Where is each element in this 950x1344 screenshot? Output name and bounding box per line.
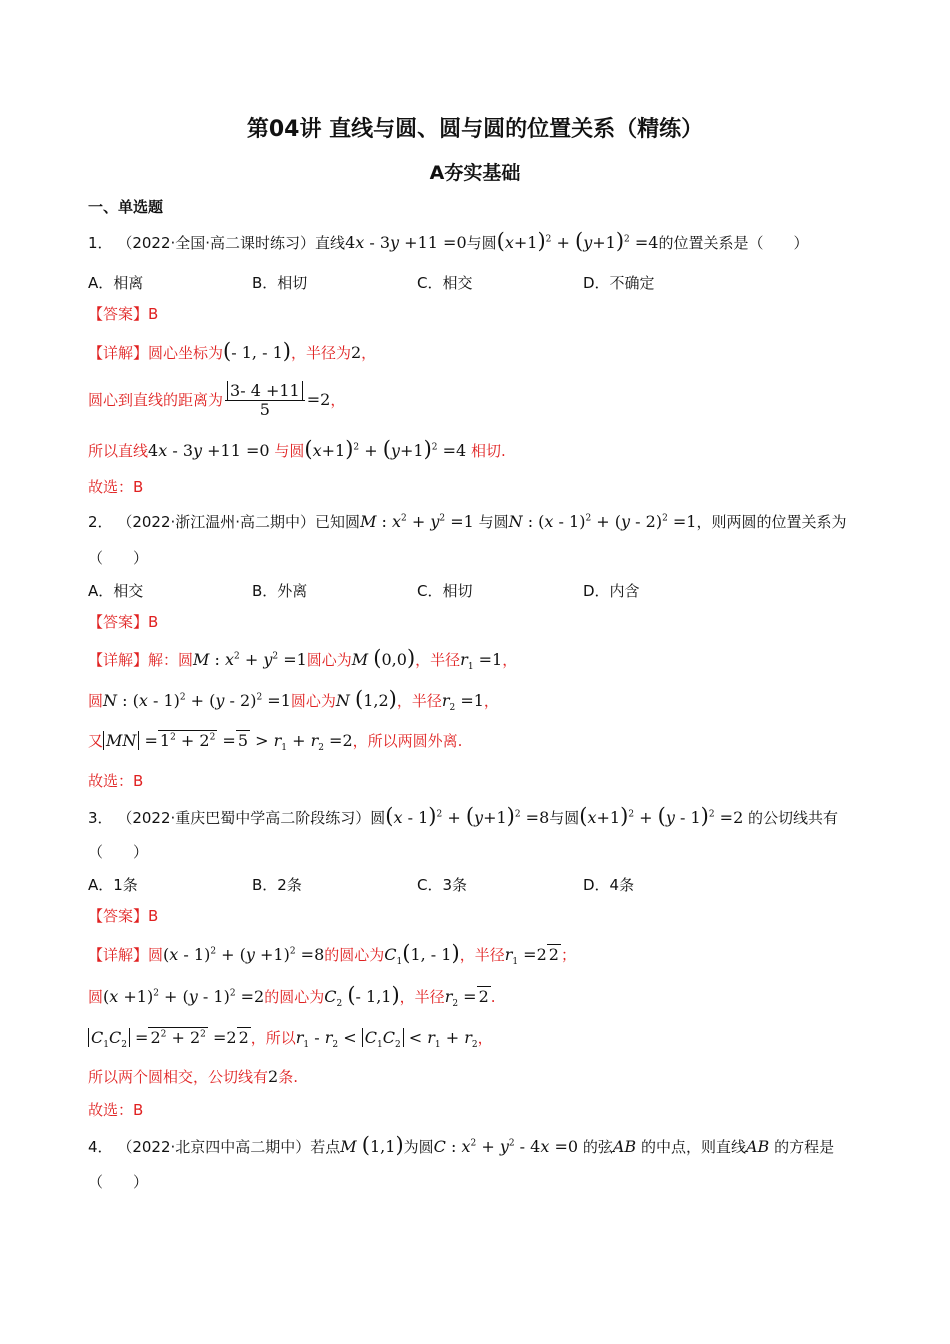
math-line: 4x - 3y +11 =0 <box>345 233 467 252</box>
math-inequality: $r_1 - r_2 < C_1C_2 < r_1 + r_2$ <box>295 1028 478 1051</box>
math-radius: $r_2 = 2$ <box>444 987 489 1010</box>
detail-3-line-4 <box>88 1066 298 1088</box>
option-a: A．1条 <box>88 876 138 894</box>
math-distance: MN = $1^2 + 2^2 = 5 > r_1 + r_2 =2$ <box>103 731 353 750</box>
detail-2-line-2 <box>88 688 499 712</box>
question-4 <box>88 1134 834 1158</box>
detail-text: ； <box>560 946 576 964</box>
math-center: $C_2$ (- 1,1) <box>324 983 400 1010</box>
detail-text: 圆 <box>88 692 104 710</box>
option-d: D．不确定 <box>583 274 655 292</box>
detail-text: 圆 <box>88 988 104 1006</box>
question-text: ，则两圆的位置关系为 <box>696 513 847 531</box>
math-center: $C_1(1$, - 1) <box>384 941 460 968</box>
detail-text: ， <box>330 391 346 409</box>
detail-2-line-1 <box>88 647 517 671</box>
math-circle-1: $(x - 1)^2 + (y+1)^2 =8$ <box>385 804 550 828</box>
detail-tag: 【详解】 <box>88 651 149 669</box>
detail-text: 相切. <box>470 442 506 460</box>
math-line: 4x - 3y +11 =0 <box>148 441 270 460</box>
question-source: （2022·浙江温州·高二期中） <box>117 513 316 531</box>
math-circle-m: M : $x^2 + y^2 =1$ <box>360 512 474 531</box>
option-c: C．3条 <box>417 876 468 894</box>
math-center: M (0,0) <box>351 646 416 670</box>
detail-text: 圆心为 <box>306 651 352 669</box>
question-3 <box>88 805 838 829</box>
section-subtitle: A夯实基础 <box>429 162 521 184</box>
detail-text: ，所以 <box>250 1029 296 1047</box>
detail-text: 圆 <box>148 946 164 964</box>
question-text: 的位置关系是（ ） <box>658 234 809 252</box>
question-number: 1． <box>88 234 113 252</box>
detail-text: 所以直线 <box>88 442 149 460</box>
question-source: （2022·重庆巴蜀中学高二阶段练习） <box>117 809 371 827</box>
detail-text: 圆心到直线的距离为 <box>88 391 224 409</box>
answer-1: 【答案】B <box>88 305 159 323</box>
math-radius: $r_2 =1$ <box>441 691 484 714</box>
detail-text: ， <box>361 344 377 362</box>
question-3-paren: （ ） <box>88 843 149 861</box>
detail-text: 圆心为 <box>290 692 336 710</box>
math-radius: $r_1 =1$ <box>460 650 503 673</box>
math-distance: $C_1C_2 = 2^2 + 2^2 =2$ 2 <box>88 1027 251 1047</box>
math-circle-m: M : $x^2 + y^2 =1$ <box>193 650 307 669</box>
question-number: 4． <box>88 1138 113 1156</box>
math-center: N (1,2) <box>335 687 397 711</box>
detail-text: 与圆 <box>274 442 305 460</box>
math-circle: $(x+1)^2 + (y+1)^2 =4$ <box>496 229 659 253</box>
question-text: 已知圆 <box>315 513 361 531</box>
question-text: 圆 <box>370 809 386 827</box>
choice-1: 故选：B <box>88 478 144 496</box>
math-circle-2: $(x +1)^2 + (y - 1)^2 =2$ <box>103 987 265 1006</box>
detail-text: ，半径 <box>415 651 461 669</box>
math-circle: C : $x^2 + y^2 - 4x =0$ <box>433 1137 579 1156</box>
math-count: 2 <box>268 1067 279 1086</box>
detail-tag: 【详解】 <box>88 344 149 362</box>
question-source: （2022·北京四中高二期中） <box>117 1138 311 1156</box>
detail-1-line-1 <box>88 340 376 364</box>
question-source: （2022·全国·高二课时练习） <box>117 234 316 252</box>
answer-3: 【答案】B <box>88 907 159 925</box>
math-circle-1: $(x - 1)^2 + (y +1)^2 =8$ <box>163 945 325 964</box>
detail-text: ，半径 <box>399 988 445 1006</box>
detail-text: 的圆心为 <box>324 946 385 964</box>
detail-text: 所以两个圆相交，公切线有 <box>88 1068 269 1086</box>
question-text: 的弦 <box>582 1138 613 1156</box>
detail-text: 解：圆 <box>148 651 194 669</box>
option-a: A．相交 <box>88 582 144 600</box>
option-d: D．4条 <box>583 876 635 894</box>
math-circle-n: N : (x - 1)$^2$ + (y - 2)$^2$ =1 <box>103 691 291 710</box>
question-1 <box>88 230 808 254</box>
option-d: D．内含 <box>583 582 640 600</box>
question-text: 的中点，则直线 <box>640 1138 746 1156</box>
math-center: (- 1, - 1) <box>223 339 291 363</box>
math-chord: AB <box>745 1137 770 1156</box>
detail-3-line-1 <box>88 942 576 966</box>
question-text: 为圆 <box>403 1138 434 1156</box>
option-b: B．外离 <box>252 582 308 600</box>
question-text: 与圆 <box>549 809 580 827</box>
option-a: A．相离 <box>88 274 144 292</box>
page-title: 第04讲 直线与圆、圆与圆的位置关系（精练） <box>246 117 704 142</box>
detail-3-line-3 <box>88 1027 493 1049</box>
question-text: 的公切线共有 <box>748 809 839 827</box>
detail-1-line-2 <box>88 380 345 420</box>
detail-text: 又 <box>88 732 104 750</box>
choice-2: 故选：B <box>88 772 144 790</box>
math-circle: $(x+1)^2 + (y+1)^2 =4$ <box>304 437 467 461</box>
section-heading: 一、单选题 <box>88 198 164 216</box>
option-b: B．相切 <box>252 274 308 292</box>
question-number: 3． <box>88 809 113 827</box>
detail-text: 圆心坐标为 <box>148 344 224 362</box>
detail-text: ， <box>477 1029 493 1047</box>
math-chord: AB <box>612 1137 637 1156</box>
detail-text: ，半径 <box>459 946 505 964</box>
math-distance: $\frac{3- 4 +11}{5}$ =2 <box>223 390 330 409</box>
math-radius: $r_1 =2$ 2 <box>504 945 559 968</box>
answer-2: 【答案】B <box>88 613 159 631</box>
detail-text: . <box>490 988 496 1006</box>
question-number: 2． <box>88 513 113 531</box>
question-text: 若点 <box>310 1138 341 1156</box>
detail-2-line-3 <box>88 730 462 752</box>
math-point: M (1,1) <box>340 1133 404 1157</box>
question-2 <box>88 511 846 533</box>
option-c: C．相交 <box>417 274 473 292</box>
option-b: B．2条 <box>252 876 302 894</box>
detail-text: ，所以两圆外离. <box>352 732 463 750</box>
option-c: C．相切 <box>417 582 473 600</box>
detail-text: ，半径 <box>396 692 442 710</box>
detail-text: ，半径为 <box>290 344 351 362</box>
math-radius: 2 <box>350 343 362 362</box>
detail-text: 的圆心为 <box>264 988 325 1006</box>
detail-text: ， <box>502 651 518 669</box>
question-text: 与圆 <box>478 513 509 531</box>
choice-3: 故选：B <box>88 1101 144 1119</box>
detail-3-line-2 <box>88 984 496 1008</box>
math-circle-n: N : (x - 1)$^2$ + (y - 2)$^2$ =1 <box>508 512 697 531</box>
detail-text: ， <box>483 692 499 710</box>
question-text: 与圆 <box>466 234 497 252</box>
detail-tag: 【详解】 <box>88 946 149 964</box>
detail-text: 条. <box>278 1068 298 1086</box>
question-text: 直线 <box>315 234 346 252</box>
question-2-paren: （ ） <box>88 549 149 567</box>
detail-1-line-3 <box>88 438 506 462</box>
question-4-paren: （ ） <box>88 1173 149 1191</box>
math-circle-2: $(x+1)^2 + (y - 1)^2 =2$ <box>579 804 744 828</box>
question-text: 的方程是 <box>774 1138 835 1156</box>
